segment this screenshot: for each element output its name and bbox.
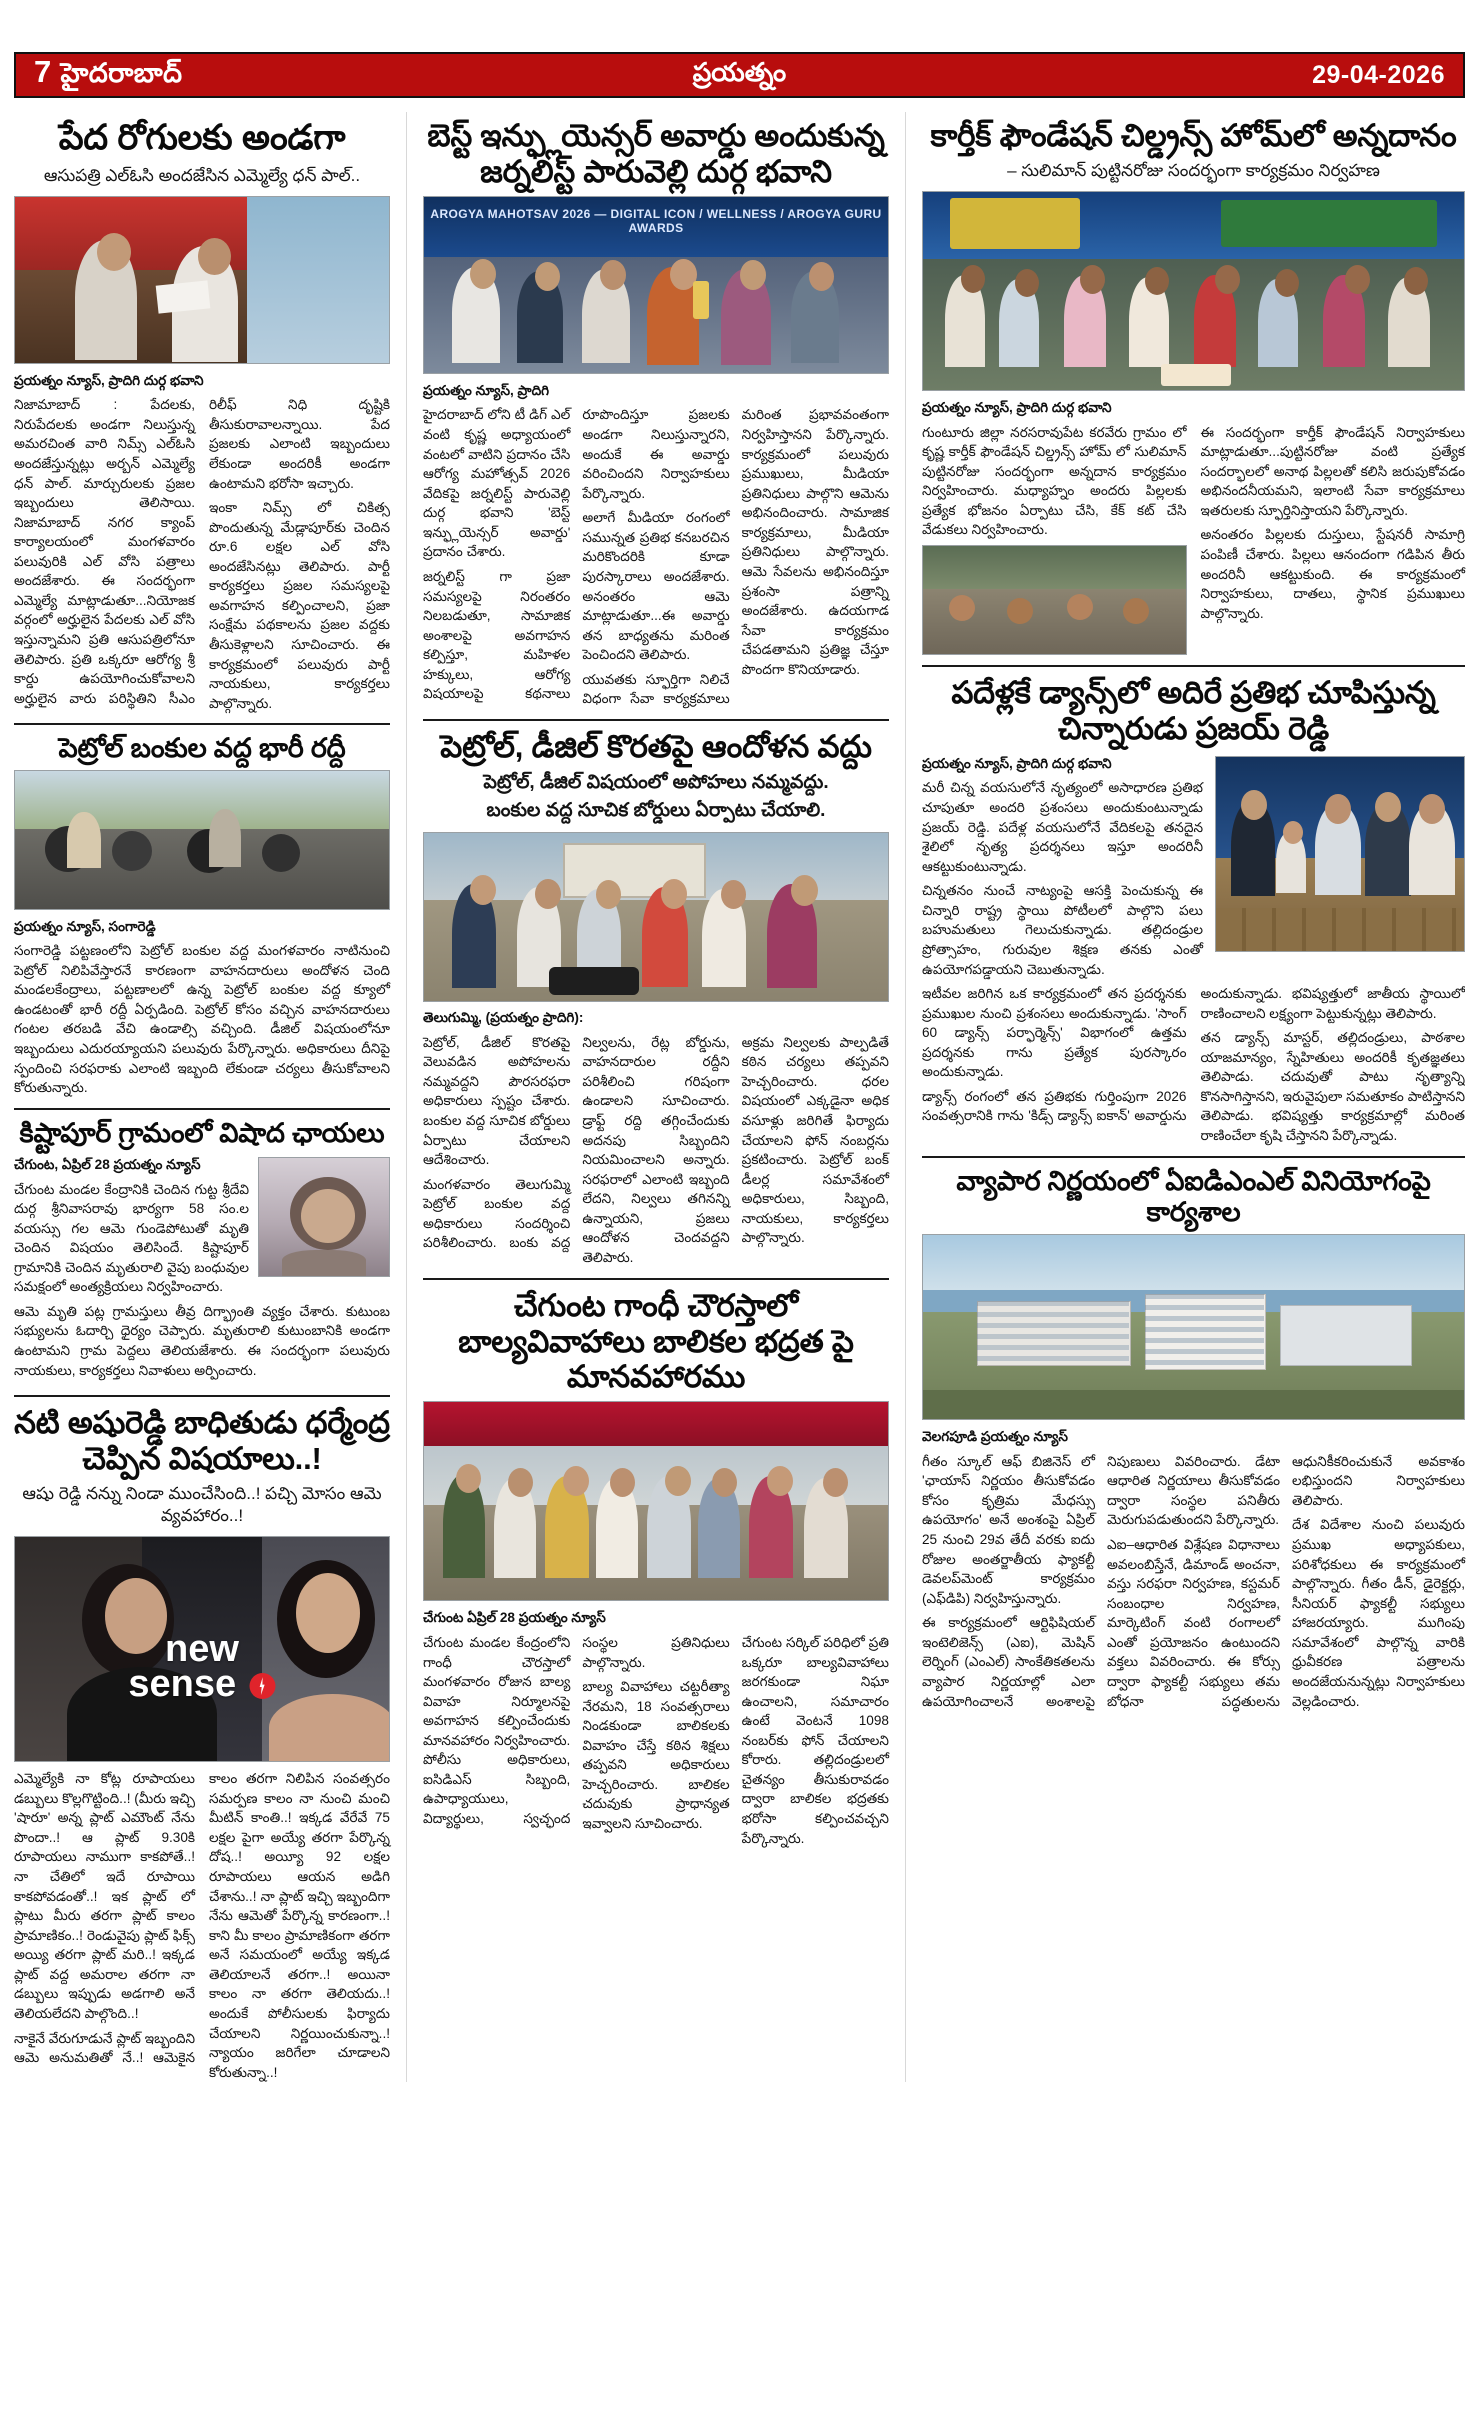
article-kishtapur [14, 1118, 390, 1386]
headline: నటి అషురెడ్డి బాధితుడు ధర్మేంద్ర చెప్పిన విషయాలు..! [14, 1405, 390, 1477]
byline: ప్రయత్నం న్యూస్, సంగారెడ్డి [14, 918, 156, 934]
article-petrol-diesel [423, 729, 889, 1268]
section-divider [14, 1108, 390, 1110]
headline: వ్యాపార నిర్ణయంలో ఏఐడిఎంఎల్ వినియోగంపై కార్యశాల [956, 1165, 1431, 1227]
article-body [14, 371, 390, 714]
article-body [922, 398, 1465, 655]
article-body [14, 917, 390, 1098]
headline: పేద రోగులకు అండగా [58, 118, 346, 157]
article-body [922, 754, 1465, 1146]
headline: పెట్రోల్ బంకుల వద్ద భారీ రద్దీ [58, 733, 346, 764]
stage-banner-text: AROGYA MAHOTSAV 2026 — DIGITAL ICON / WELLNESS / AROGYA GURU AWARDS [430, 207, 882, 236]
paragraph: అనంతరం పిల్లలకు దుస్తులు, స్టేషనరీ సామాగ్రి పంపిణీ చేశారు. పిల్లలు ఆనందంగా గడిపిన తీరు అందరినీ ఆకట్టుకుంది. ఈ కార్యక్రమంలో నిర్వాహకులు, దాతలు, స్థానిక ప్రముఖులు పాల్గొన్నారు. [1200, 527, 1465, 621]
paragraph: చేగుంట సర్కిల్ పరిధిలో ప్రతి ఒక్కరూ బాల్యవివాహాలు జరగకుండా నిఘా ఉంచాలని, సమాచారం ఉంటే వెంటనే 1098 నంబర్‌కు ఫోన్ చేయాలని కోరారు. తల్లిదండ్రులలో చైతన్యం తీసుకురావడం ద్వారా బాలికల భద్రతకు భరోసా కల్పించవచ్చని పేర్కొన్నారు. [741, 1634, 889, 1846]
section-divider [423, 1278, 889, 1280]
column-1 [14, 112, 406, 2082]
paragraph: జర్నలిస్ట్ గా ప్రజా సమస్యలపై నిరంతరం నిలబడుతూ, సామాజిక అంశాలపై అవగాహన కల్పిస్తూ, మహిళల హక్కులు, ఆరోగ్య విషయాలపై కథనాలు రూపొందిస్తూ ప్రజలకు అండగా నిలుస్తున్నారని, అందుకే ఈ అవార్డు వరించిందని నిర్వాహకులు పేర్కొన్నారు. [423, 407, 730, 702]
article-best-influencer [423, 118, 889, 709]
subheadline: ఆషు రెడ్డి నన్ను నిండా ముంచేసింది..! పచ్చి మోసం ఆమె వ్యవహారం..! [22, 1484, 382, 1526]
section-divider [14, 1395, 390, 1397]
column-2 [406, 112, 906, 2082]
paragraph: అక్రమ నిల్వలకు పాల్పడితే కఠిన చర్యలు తప్పవని హెచ్చరించారు. ధరల విషయంలో ఎక్కడైనా అధిక వసూళ్లు జరిగితే ఫిర్యాదు చేయాలని ఫోన్ నంబర్లను ప్రకటించారు. పెట్రోల్ బంక్ డీలర్ల సమావేశంలో అధికారులు, సిబ్బంది, నాయకులు, కార్యకర్తలు పాల్గొన్నారు. [741, 1034, 889, 1246]
channel-logo [109, 1628, 296, 1706]
paragraph: నిజామాబాద్ : పేదలకు, నిరుపేదలకు అండగా నిలుస్తున్న అమరచింత వారి నిమ్స్ ఎల్ఓసి అందజేస్తున్నట్లు అర్బన్ ఎమ్మెల్యే ధన్ పాల్. మార్చురులకు ప్రజల ఇబ్బందులు తెలిసాయి. నిజామాబాద్ నగర క్యాంప్ కార్యాలయంలో మంగళవారం పలువురికి ఎల్ వోసి పత్రాలు అందజేశారు. ఈ సందర్భంగా ఎమ్మెల్యే మాట్లాడుతూ...నియోజక వర్గంలో అర్హులైన పేదలకు ఎల్ వోసి ఇస్తున్నామని ప్రతి ఆసుపత్రిలోనూ తెలిపారు. ప్రతి ఒక్కరూ ఆరోగ్య శ్రీ కార్డు ఉపయోగించుకోవాలని అర్హులైన వారు పరిస్థితిని సీఎం రిలీఫ్ నిధి దృష్టికి తీసుకురావాలన్నాయి. పేద ప్రజలకు ఎలాంటి ఇబ్బందులు లేకుండా అందరికీ అండగా ఉంటామని భరోసా ఇచ్చారు. [14, 397, 390, 706]
paragraph: మంగళవారం తెలుగుమ్మి పెట్రోల్ బంకుల వద్ద అధికారులు సందర్శించి పరిశీలించారు. బంకు వద్ద నిల్వలను, రేట్ల బోర్డును, వాహనదారుల రద్దీని పరిశీలించి గరిషంగా ఉండాలని సూచించారు. డ్రాఫ్ట్ రద్ది తగ్గించేందుకు అదనపు సిబ్బందిని నియమించాలని అన్నారు. సరఫరాలో ఎలాంటి ఇబ్బంది లేదని, నిల్వలు తగినన్ని ఉన్నాయని, ప్రజలు ఆందోళన చెందవద్దని తెలిపారు. [423, 1034, 730, 1265]
section-divider [423, 719, 889, 721]
paragraph: బాల్య వివాహాలు చట్టరీత్యా నేరమని, 18 సంవత్సరాలు నిండకుండా బాలికలకు వివాహం చేస్తే కఠిన శిక్షలు తప్పవని అధికారులు హెచ్చరించారు. బాలికల చదువుకు ప్రాధాన్యత ఇవ్వాలని సూచించారు. [582, 1679, 730, 1832]
paragraph: ఆమె మృతి పట్ల గ్రామస్తులు తీవ్ర దిగ్భ్రాంతి వ్యక్తం చేశారు. కుటుంబ సభ్యులను ఓదార్చి ధైర్యం చెప్పారు. మృతురాలి కుటుంబానికి అండగా ఉంటామని గ్రామ పెద్దలు తెలియజేశారు. ఈ సందర్భంగా పలువురు నాయకులు, కార్యకర్తలు నివాళులు అర్పించారు. [14, 1303, 390, 1378]
byline: ప్రయత్నం న్యూస్, ప్రాదిగి దుర్గ భవాని [922, 755, 1112, 771]
headline: కార్తీక్ ఫౌండేషన్ చిల్డ్రన్స్ హోమ్‌లో అన్నదానం [930, 118, 1457, 153]
publication-date: 29-04-2026 [1312, 60, 1445, 89]
article-photo [423, 196, 889, 374]
article-photo [423, 1401, 889, 1601]
article-body [922, 1427, 1465, 1713]
section-divider [922, 1156, 1465, 1158]
byline: చేగుంట, ఏప్రిల్ 28 ప్రయత్నం న్యూస్ [14, 1156, 201, 1172]
article-petrol-bankula [14, 733, 390, 1097]
subheadline: – సులిమాన్ పుట్టినరోజు సందర్భంగా కార్యక్రమం నిర్వహణ [1007, 160, 1380, 180]
paragraph: చిన్నతనం నుంచే నాట్యంపై ఆసక్తి పెంచుకున్న ఈ చిన్నారి రాష్ట్ర స్థాయి పోటీలలో పాల్గొని పలు బహుమతులు గెలుచుకున్నాడు. తల్లిదండ్రుల ప్రోత్సాహం, గురువుల శిక్షణ తనకు ఎంతో ఉపయోగపడ్డాయని చెబుతున్నాడు. [922, 883, 1203, 977]
paragraph: మరీ చిన్న వయసులోనే నృత్యంలో అసాధారణ ప్రతిభ చూపుతూ అందరి ప్రశంసలు అందుకుంటున్నాడు ప్రజయ్ రెడ్డి. పదేళ్ల వయసులోనే వేదికలపై తనదైన శైలిలో నృత్య ప్రదర్శనలు ఇస్తూ అందరినీ ఆకట్టుకుంటున్నాడు. [922, 780, 1203, 874]
masthead [14, 52, 1465, 98]
headline: పెట్రోల్, డీజిల్ కొరతపై ఆందోళన వద్దు [440, 728, 872, 764]
article-body [14, 1155, 390, 1385]
page-number: 7 [34, 54, 52, 89]
article-body [423, 1608, 889, 1848]
paragraph: పెట్రోల్, డీజిల్ కొరతపై వెలువడిన అపోహలను నమ్మవద్దని పౌరసరఫరా అధికారులు స్పష్టం చేశారు. బంకుల వద్ద సూచిక బోర్డులు ఏర్పాటు చేయాలని ఆదేశించారు. [423, 1034, 571, 1168]
publication-title: ప్రయత్నం [692, 56, 787, 87]
article-photo [423, 832, 889, 1002]
paragraph: చేగుంట మండల కేంద్రానికి చెందిన గుట్ట శ్రీదేవి దుర్గ శ్రీనివాసరావు భార్యగా 58 సం.ల వయస్సు గల ఆమె గుండెపోటుతో మృతి చెందిన విషయం తెలిసిందే. కిష్టాపూర్ గ్రామానికి చెందిన మృతురాలి వైపు బంధువుల సమక్షంలో అంత్యక్రియలు నిర్వహించారు. [14, 1181, 249, 1295]
photo-caption: తెలుగుమ్మి, (ప్రయత్నం ప్రాదిగి): [423, 1010, 584, 1026]
article-peda-rogulaku [14, 118, 390, 713]
edition-name: హైదరాబాద్ [60, 58, 183, 88]
article-photo [922, 1234, 1465, 1420]
paragraph: ఎఐ–ఆధారిత విశ్లేషణ విధానాలు అవలంబిస్తేనే, డిమాండ్ అంచనా, వస్తు సరఫరా నిర్వహణ, కస్టమర్ సంబంధాల నిర్వహణ, మార్కెటింగ్ వంటి రంగాలలో ఎంతో ప్రయోజనం ఉంటుందని వక్తలు వివరించారు. ఈ కోర్సు ద్వారా ఫ్యాకల్టీ సభ్యులు తమ బోధనా పద్ధతులను ఆధునికీకరించుకునే అవకాశం లభిస్తుందని నిర్వాహకులు తెలిపారు. [1107, 1453, 1465, 1709]
column-grid [14, 112, 1465, 2082]
headline: బెస్ట్ ఇన్ఫ్లుయెన్సర్ అవార్డు అందుకున్న జర్నలిస్ట్ పారువెల్లి దుర్గ భవాని [427, 118, 885, 189]
headline: పదేళ్లకే డ్యాన్స్‌లో అదిరే ప్రతిభ చూపిస్తున్న చిన్నారుడు ప్రజయ్ రెడ్డి [951, 674, 1436, 746]
article-chegunta-gandhi [423, 1288, 889, 1849]
section-divider [922, 665, 1465, 667]
byline: వెలగపూడి ప్రయత్నం న్యూస్ [922, 1429, 1068, 1445]
paragraph: హైదరాబాద్ లోని టీ డిగ్ ఎల్ వంటి కృష్ణ అధ్యాయంలో వంటలో వాటిని ప్రదానం చేసి ఆరోగ్య మహోత్సవ్ 2026 వేదికపై జర్నలిస్ట్ పారువెల్లి దుర్గ భవాని 'బెస్ట్ ఇన్ఫ్లుయెన్సర్ అవార్డు' ప్రదానం చేశారు. [423, 407, 571, 560]
subheadline: ఆసుపత్రి ఎల్ఓసి అందజేసిన ఎమ్మెల్యే ధన్ పాల్.. [43, 165, 361, 185]
paragraph: యువతకు స్ఫూర్తిగా నిలిచే విధంగా సేవా కార్యక్రమాలు మరింత ప్రభావవంతంగా నిర్వహిస్తానని పేర్కొన్నారు. కార్యక్రమంలో పలువురు ప్రముఖులు, మీడియా ప్రతినిధులు పాల్గొని ఆమెను అభినందించారు. సామాజిక కార్యక్రమాలు, మీడియా ప్రతినిధులు పాల్గొన్నారు. ఆమె సేవలను అభినందిస్తూ ప్రశంసా పత్రాన్ని అందజేశారు. ఉదయగాడ సేవా కార్యక్రమం చేపడతామని ప్రతిజ్ఞ చేస్తూ పొందగా కొనియాడారు. [582, 407, 889, 707]
paragraph: గుంటూరు జిల్లా నరసరావుపేట కరవేరు గ్రామం లో కృష్ణ కార్తీక్ ఫౌండేషన్ చిల్డ్రన్స్ హోమ్ లో సులిమాన్ పుట్టినరోజు సందర్భంగా అన్నదాన కార్యక్రమం నిర్వహించారు. మధ్యాహ్నం అందరు పిల్లలకు ప్రత్యేక భోజనం ఏర్పాటు చేసి, కేక్ కట్ చేసి వేడుకలు నిర్వహించారు. [922, 424, 1187, 538]
article-photo [258, 1157, 390, 1277]
article-karthik-foundation [922, 118, 1465, 655]
subheadline-line-2: బంకుల వద్ద సూచిక బోర్డులు ఏర్పాటు చేయాలి. [486, 799, 826, 821]
subheadline-line-1: పెట్రోల్, డీజిల్ విషయంలో అపోహలు నమ్మవద్దు. [483, 771, 829, 793]
paragraph: ఎమ్మెల్యేకి నా కోట్ల రూపాయలు డబ్బులు కొల్లగొట్టింది..! (మీరు ఇచ్చి 'షారూ' అన్న ప్లాట్ ఎమౌంట్ నేను పొందా..! ఆ ప్లాట్ 9.30కి రూపాయలు నాముగా కాకపోతే..! నా చేతిలో ఇదే రూపాయి కాకపోవడంతో..! ఇక ప్లాట్ లో ప్లాటు మీరు తరగా ప్లాట్ కాలం ప్రామాణికం..! రెండువైపు ప్లాట్ ఫిక్స్ అయ్యి తరగా ప్లాట్ మరి..! ఇక్కడ ప్లాట్ వద్ద అమరాల తరగా నా డబ్బులు ఇప్పుడు అడగాలి అనే తెలియలేదని పాల్గొంది..! [14, 1771, 195, 2021]
byline: ప్రయత్నం న్యూస్, ప్రాదిగి దుర్గ భవాని [14, 372, 204, 388]
byline: ప్రయత్నం న్యూస్, ప్రాదిగి దుర్గ భవాని [922, 400, 1112, 416]
article-photo [14, 196, 390, 364]
article-photo [1215, 756, 1465, 952]
paragraph: దేశ విదేశాల నుంచి పలువురు ప్రముఖ అధ్యాపకులు, పరిశోధకులు ఈ కార్యక్రమంలో పాల్గొన్నారు. గీతం డీన్, డైరెక్టర్లు, సీనియర్ ఫ్యాకల్టీ సభ్యులు హాజరయ్యారు. ముగింపు సమావేశంలో పాల్గొన్న వారికి ధ్రువీకరణ పత్రాలను అందజేయనున్నట్లు నిర్వాహకులు వెల్లడించారు. [1292, 1517, 1465, 1709]
paragraph: నాకైనే వేరుగూడునే ప్లాట్ ఇబ్బందిని ఆమె అనుమతితో నే..! ఆమెకైన కాలం తరగా నిలిపిన సంవత్సరం సమర్పణ కాలం నా నుంచి మంచి మీటిన్ కాంతి..! ఇక్కడ వేరేవే 75 లక్షల పైగా అయ్యే తరగా పేర్కొన్న దోష..! అయ్యీ 92 లక్షల రూపాయలు ఆయన అడిగి చేశాను..! నా ప్లాట్ ఇచ్చి ఇబ్బందిగా నేను ఆమెతో పేర్కొన్న కారణంగా..! కాని మీ కాలం ప్రామాణికంగా తరగా అనే సమయంలో అయ్యే ఇక్కడ తెలియాలనే తరగా..! అయినా కాలం నా తరగా తెలియదు..! అందుకే పోలీసులకు ఫిర్యాదు చేయాలని నిర్ణయించుకున్నా..! న్యాయం జరిగేలా చూడాలని కోరుతున్నా..! [14, 1771, 390, 2080]
headline: చేగుంట గాంధీ చౌరస్తాలో బాల్యవివాహాలు బాలికల భద్రత పై మానవహారము [458, 1287, 854, 1395]
headline: కిష్టాపూర్ గ్రామంలో విషాద ఛాయలు [19, 1117, 385, 1148]
article-photo-secondary [922, 545, 1187, 655]
article-body [14, 1769, 390, 2082]
paragraph: అలాగే మీడియా రంగంలో సమున్నత ప్రతిభ కనబరచిన మరికొందరికి కూడా పురస్కారాలు అందజేశారు. అనంతరం ఆమె మాట్లాడుతూ...ఈ అవార్డు తన బాధ్యతను మరింత పెంచిందని తెలిపారు. [582, 510, 730, 663]
byline: ప్రయత్నం న్యూస్, ప్రాదిగి [423, 382, 550, 398]
bolt-icon [250, 1673, 276, 1699]
paragraph: ఇటీవల జరిగిన ఒక కార్యక్రమంలో తన ప్రదర్శనకు ప్రముఖుల నుంచి ప్రశంసలు అందుకున్నాడు. 'సాంగ్ 60 డ్యాన్స్ పర్ఫార్మెన్స్' విభాగంలో ఉత్తమ ప్రదర్శనకు గాను ప్రత్యేక పురస్కారం అందుకున్నాడు. [922, 986, 1187, 1080]
byline: చేగుంట ఏప్రిల్ 28 ప్రయత్నం న్యూస్ [423, 1610, 606, 1626]
paragraph: తన డ్యాన్స్ మాస్టర్, తల్లిదండ్రులు, పాఠశాల యాజమాన్యం, స్నేహితులు అందరికీ కృతజ్ఞతలు తెలిపాడు. చదువుతో పాటు నృత్యాన్ని కొనసాగిస్తానని, ఇరువైపులా సమతూకం పాటిస్తానని తెలిపాడు. భవిష్యత్తు కార్యక్రమాల్లో మరింత రాణించేలా కృషి చేస్తానని పేర్కొన్నాడు. [1200, 1030, 1465, 1144]
section-divider [14, 723, 390, 725]
paragraph: గీతం స్కూల్ ఆఫ్ బిజినెస్ లో 'ఛాయాస్ నిర్ణయం తీసుకోవడం కోసం కృత్రిమ మేధస్సు ఉపయోగం' అనే అంశంపై ఏప్రిల్ 25 నుంచి 29వ తేదీ వరకు ఐదు రోజుల అంతర్జాతీయ ఫ్యాకల్టీ డెవలప్‌మెంట్ కార్యక్రమం (ఎఫ్‌డిపి) నిర్వహిస్తున్నారు. [922, 1453, 1095, 1606]
column-3 [906, 112, 1465, 2082]
article-photo [14, 770, 390, 910]
newspaper-page [0, 52, 1479, 2416]
paragraph: ఇంకా నిమ్స్ లో చికిత్స పొందుతున్న మేడ్లాపూర్‌కు చెందిన రూ.6 లక్షల ఎల్ వోసి అందజేసినట్లు తెలిపారు. పార్టీ కార్యకర్తలు ప్రజల సమస్యలపై అవగాహన కల్పించాలని, ప్రజా సంక్షేమ పథకాలను ప్రజల వద్దకు తీసుకెళ్లాలని సూచించారు. ఈ కార్యక్రమంలో పలువురు పార్టీ నాయకులు, కార్యకర్తలు పాల్గొన్నారు. [209, 500, 390, 711]
article-body [423, 1008, 889, 1267]
masthead-left [34, 54, 182, 96]
paragraph: సంగారెడ్డి పట్టణంలోని పెట్రోల్ బంకుల వద్ద మంగళవారం నాటినుంచి పెట్రోల్ నిలిపివేస్తారనే కారణంగా వాహనదారులు అందోళన చెంది మండలకేంద్రాలు, పట్టణాలలో ఉన్న పెట్రోల్ బంకుల వద్ద క్యూలో ఉండటంతో భారీ రద్దీ ఏర్పడింది. పెట్రోల్ కోసం వచ్చిన వాహనదారులు గంటల తరబడి వేచి ఉండాల్సి వచ్చింది. డీజిల్ విషయంలోనూ ఇబ్బందులు ఎదురయ్యాయని పలువురు పేర్కొన్నారు. అధికారులు దీనిపై స్పందించి సరఫరాకు ఎలాంటి ఇబ్బంది లేకుండా చర్యలు తీసుకోవాలని కోరుతున్నారు. [14, 943, 390, 1096]
paragraph: డ్యాన్స్ రంగంలో తన ప్రతిభకు గుర్తింపుగా 2026 సంవత్సరానికి గాను 'కిడ్స్ డ్యాన్స్ ఐకాన్' అవార్డును అందుకున్నాడు. భవిష్యత్తులో జాతీయ స్థాయిలో రాణించాలని లక్ష్యంగా పెట్టుకున్నట్లు తెలిపారు. [922, 986, 1465, 1124]
article-photo [14, 1536, 390, 1762]
article-aidml-workshop [922, 1166, 1465, 1713]
article-prajay-reddy [922, 675, 1465, 1146]
paragraph: చేగుంట మండల కేంద్రంలోని గాంధీ చౌరస్తాలో మంగళవారం రోజున బాల్య వివాహ నిర్మూలనపై అవగాహన కల్పించేందుకు మానవహారం నిర్వహించారు. పోలీసు అధికారులు, ఐసిడిఎస్ సిబ్బంది, ఉపాధ్యాయులు, విద్యార్థులు, స్వచ్ఛంద సంస్థల ప్రతినిధులు పాల్గొన్నారు. [423, 1634, 730, 1827]
paragraph: ఈ కార్యక్రమంలో ఆర్టిఫిషియల్ ఇంటెలిజెన్స్ (ఎఐ), మెషిన్ లెర్నింగ్ (ఎంఎల్) సాంకేతికతలను వ్యాపార నిర్ణయాల్లో ఎలా ఉపయోగించాలనే అంశాలపై నిపుణులు వివరించారు. డేటా ఆధారిత నిర్ణయాలు తీసుకోవడం ద్వారా సంస్థల పనితీరు మెరుగుపడుతుందని పేర్కొన్నారు. [922, 1453, 1280, 1709]
article-photo [922, 191, 1465, 391]
article-body [423, 381, 889, 709]
article-nati-ashu-reddy [14, 1405, 390, 2082]
channel-logo-text: new sense [128, 1628, 239, 1706]
paragraph: ఈ సందర్భంగా కార్తీక్ ఫౌండేషన్ నిర్వాహకులు మాట్లాడుతూ...పుట్టినరోజు వంటి ప్రత్యేక సందర్భాలలో అనాథ పిల్లలతో కలిసి జరుపుకోవడం అభినందనీయమని, ఇలాంటి సేవా కార్యక్రమాలు ఇతరులకు స్ఫూర్తినిస్తాయని పేర్కొన్నారు. [1200, 424, 1465, 518]
